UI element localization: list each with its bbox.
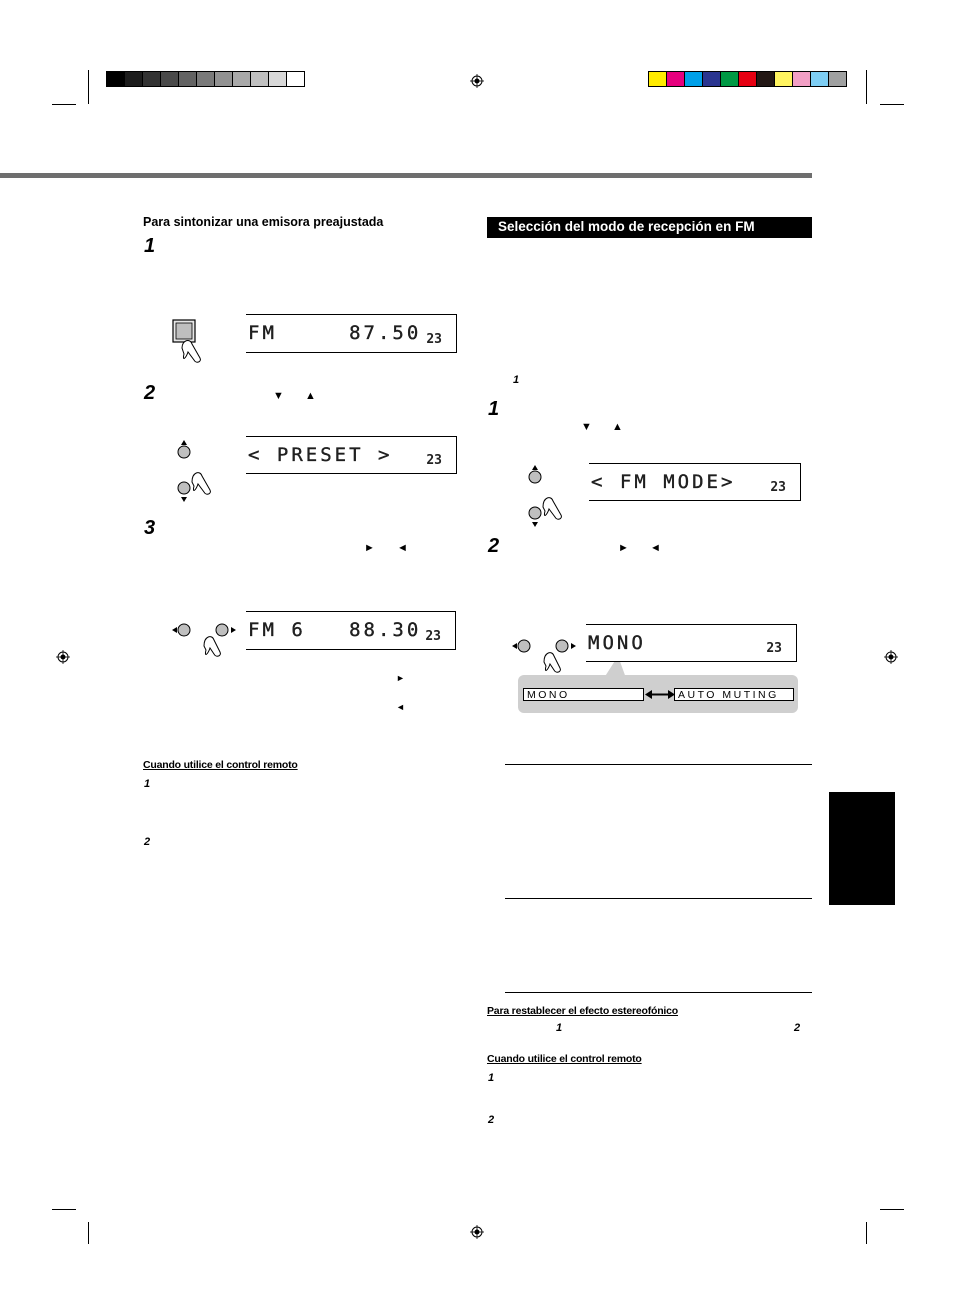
- left-arrow-icon: ◄: [397, 542, 408, 554]
- color-swatch: [178, 71, 197, 87]
- display-preset-number: 23: [426, 453, 442, 468]
- display-mono: [586, 624, 797, 662]
- color-swatch: [124, 71, 143, 87]
- display-fm-frequency: [246, 314, 457, 353]
- right-arrow-icon: ►: [618, 542, 629, 554]
- right-arrow-icon: ►: [364, 542, 375, 554]
- color-swatch: [666, 71, 685, 87]
- step-2-number: 2: [144, 382, 156, 404]
- remote-step-2-right: 2: [488, 1114, 495, 1126]
- display-preset-number: 23: [766, 641, 782, 656]
- step-1-number: 1: [144, 235, 156, 257]
- preset-tuning-heading: Para sintonizar una emisora preajustada: [143, 215, 384, 229]
- left-right-control-icon: [510, 634, 580, 680]
- left-arrow-icon: ◄: [650, 542, 661, 554]
- color-swatch: [756, 71, 775, 87]
- up-down-control-icon: [521, 463, 571, 529]
- color-swatch: [774, 71, 793, 87]
- remote-step-2-left: 2: [144, 836, 151, 848]
- fm-step-1-number: 1: [488, 398, 500, 420]
- fm-mode-section-title: Selección del modo de recepción en FM: [498, 219, 755, 234]
- step-3-number: 3: [144, 517, 156, 539]
- remote-control-heading-right: Cuando utilice el control remoto: [487, 1053, 642, 1065]
- registration-mark-bottom-icon: [470, 1225, 484, 1239]
- color-swatch: [810, 71, 829, 87]
- restore-stereo-heading: Para restablecer el efecto estereofónico: [487, 1005, 679, 1017]
- double-arrow-icon: [645, 688, 675, 701]
- remote-step-1-left: 1: [144, 778, 151, 790]
- color-swatch: [828, 71, 847, 87]
- divider-rule: [505, 764, 812, 765]
- top-rule: [0, 173, 812, 178]
- restore-step-2: 2: [794, 1022, 801, 1034]
- display-fm-mode: [589, 463, 801, 501]
- registration-mark-right-icon: [884, 650, 898, 664]
- color-swatch: [250, 71, 269, 87]
- registration-mark-left-icon: [56, 650, 70, 664]
- divider-rule: [505, 992, 812, 993]
- color-swatch: [684, 71, 703, 87]
- left-right-control-icon: [170, 616, 240, 662]
- right-arrow-icon: ►: [396, 673, 405, 683]
- color-swatch: [232, 71, 251, 87]
- color-swatch: [286, 71, 305, 87]
- left-arrow-icon: ◄: [396, 702, 405, 712]
- display-text: FM 87.50: [248, 322, 422, 344]
- down-arrow-icon: ▼: [273, 390, 284, 402]
- color-swatch: [268, 71, 287, 87]
- display-preset-number: 23: [425, 629, 441, 644]
- color-swatch: [160, 71, 179, 87]
- color-swatch: [196, 71, 215, 87]
- display-text: < PRESET >: [248, 444, 393, 466]
- restore-step-1: 1: [556, 1022, 563, 1034]
- color-swatch: [648, 71, 667, 87]
- up-arrow-icon: ▲: [305, 390, 316, 402]
- remote-control-heading-left: Cuando utilice el control remoto: [143, 759, 298, 771]
- mode-option-mono: MONO: [523, 688, 644, 701]
- color-swatch: [214, 71, 233, 87]
- mode-option-auto-muting: AUTO MUTING: [674, 688, 794, 701]
- color-swatch: [792, 71, 811, 87]
- color-swatch: [702, 71, 721, 87]
- display-fm-preset-station: [246, 611, 456, 650]
- fm-step-2-number: 2: [488, 535, 500, 557]
- color-swatch: [738, 71, 757, 87]
- color-swatch: [142, 71, 161, 87]
- display-preset-number: 23: [426, 332, 442, 347]
- display-text: MONO: [588, 632, 646, 654]
- display-preset-number: 23: [770, 480, 786, 495]
- down-arrow-icon: ▼: [581, 421, 592, 433]
- display-text: FM 6 88.30: [248, 619, 422, 641]
- display-preset-mode: [246, 436, 457, 474]
- language-side-tab: [829, 792, 895, 905]
- display-text: < FM MODE>: [591, 471, 736, 493]
- fm-mode-section-bar: [487, 217, 812, 238]
- divider-rule: [505, 898, 812, 899]
- registration-mark-top-icon: [470, 74, 484, 88]
- note-step-1: 1: [513, 374, 520, 386]
- remote-step-1-right: 1: [488, 1072, 495, 1084]
- up-down-control-icon: [170, 438, 220, 504]
- up-arrow-icon: ▲: [612, 421, 623, 433]
- color-swatch: [720, 71, 739, 87]
- color-swatch: [106, 71, 125, 87]
- preset-button-press-icon: [170, 318, 210, 364]
